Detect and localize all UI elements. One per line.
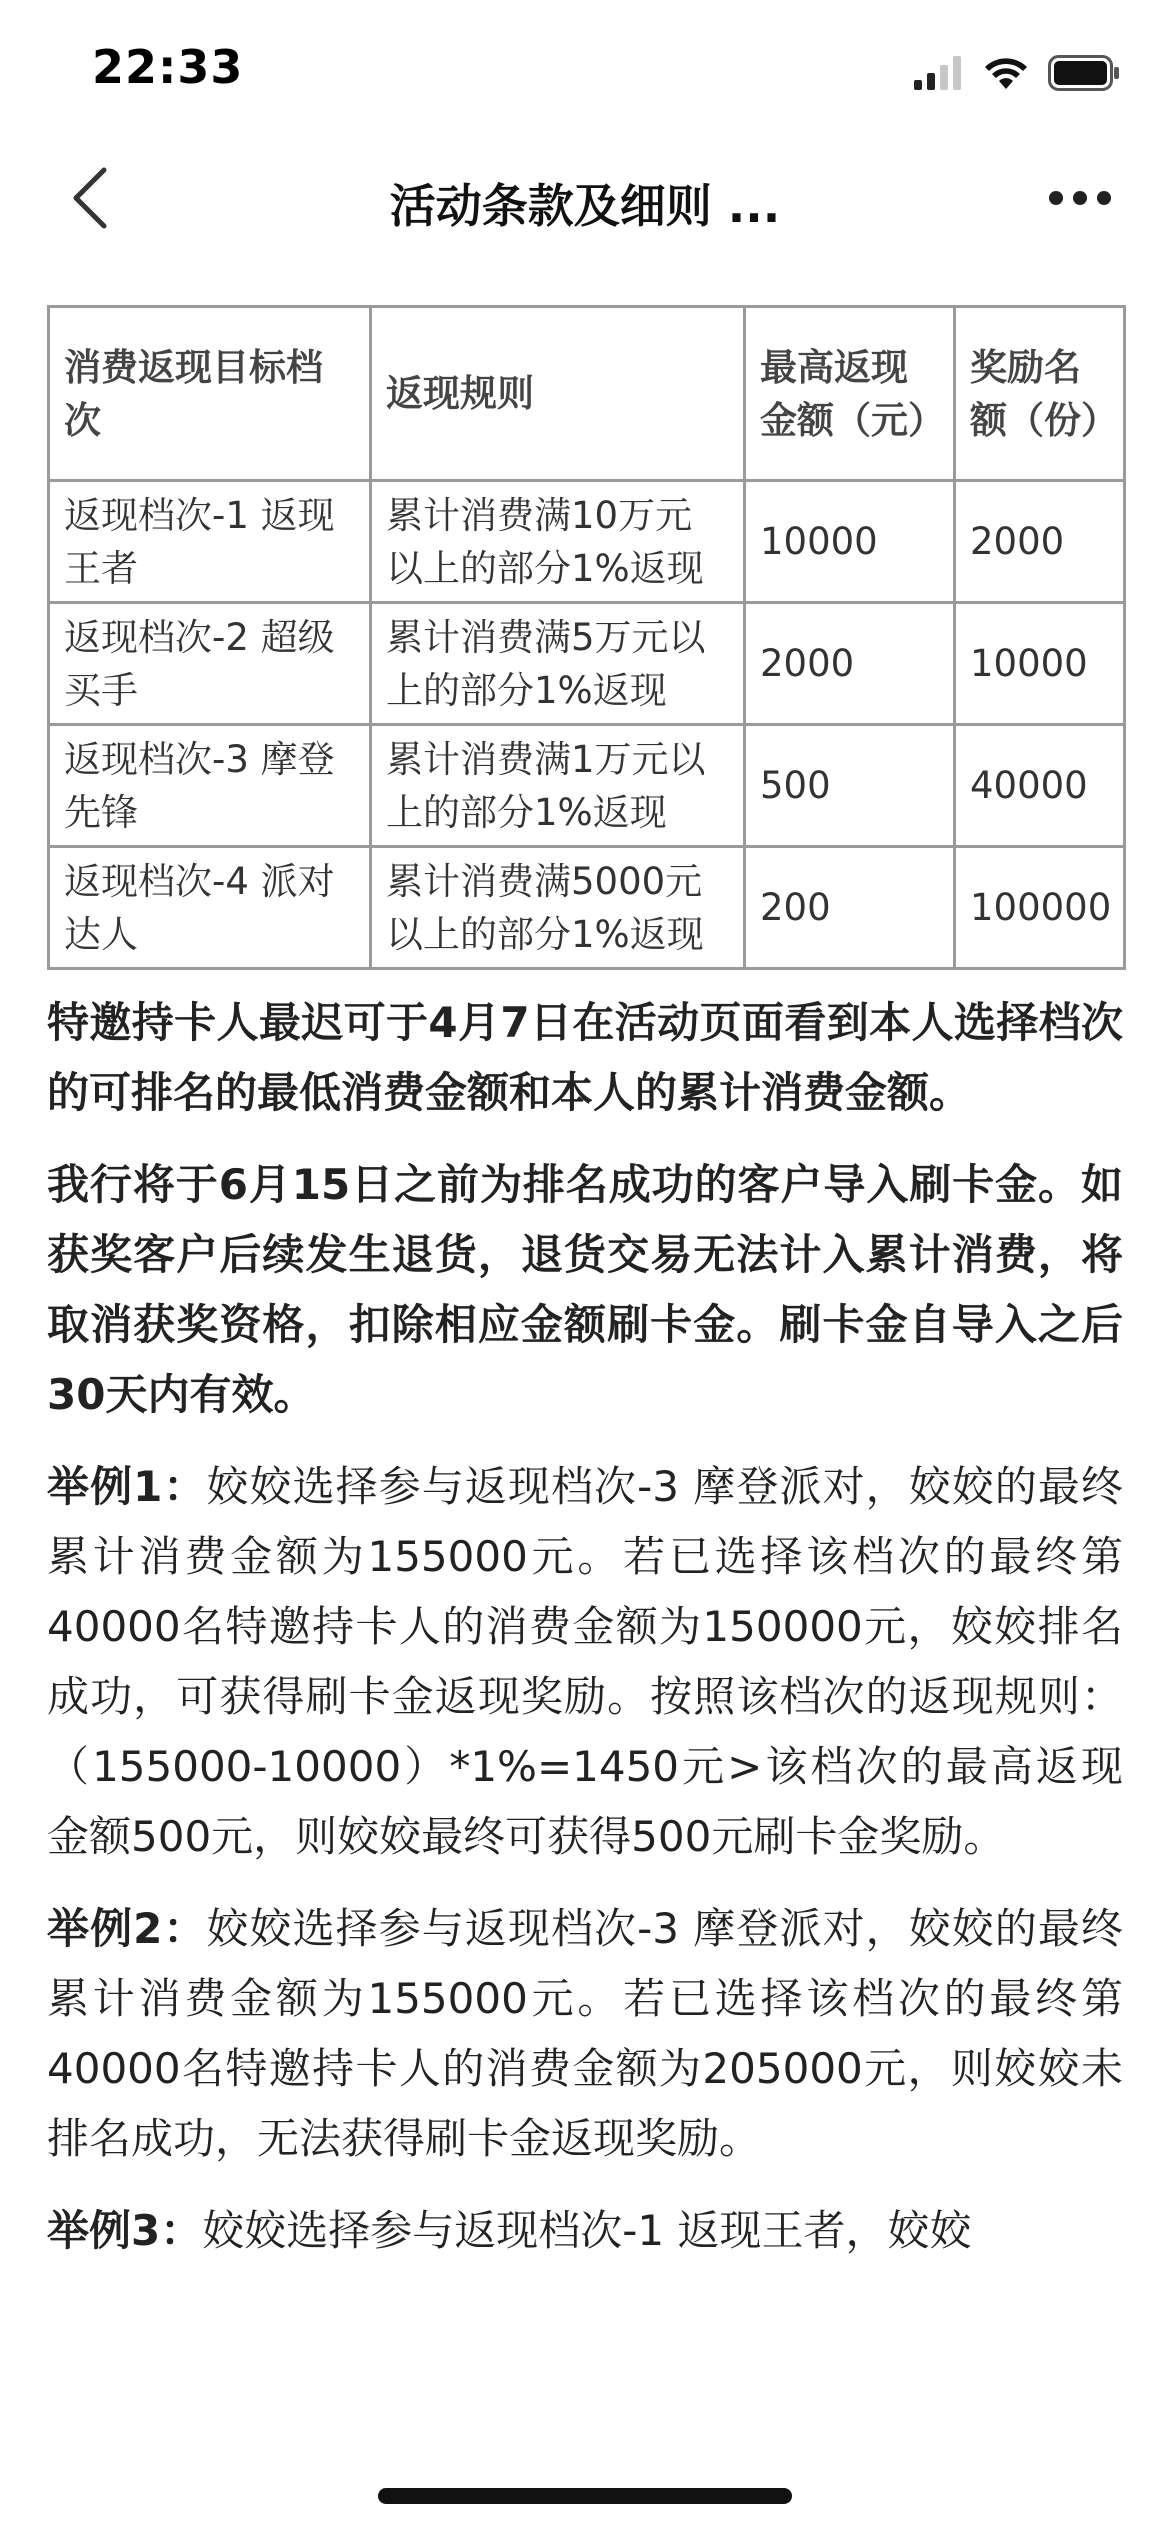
terms-content (47, 305, 1123, 2266)
table-cell: 500 (745, 725, 955, 847)
table-header-cell: 奖励名额（份） (955, 307, 1125, 481)
table-header-cell: 返现规则 (371, 307, 745, 481)
reward-import-paragraph: 我行将于6月15日之前为排名成功的客户导入刷卡金。如获奖客户后续发生退货，退货交易无法计入累计消费，将取消获奖资格，扣除相应金额刷卡金。刷卡金自导入之后30天内有效。 (47, 1160, 1123, 1419)
status-time: 22:33 (92, 40, 244, 94)
table-cell: 10000 (745, 481, 955, 603)
table-cell: 40000 (955, 725, 1125, 847)
table-header-row (49, 307, 1125, 481)
example-1-paragraph (47, 1452, 1123, 1872)
example-1-text: 姣姣选择参与返现档次-3 摩登派对，姣姣的最终累计消费金额为155000元。若已选择该档次的最终第40000名特邀持卡人的消费金额为150000元，姣姣排名成功，可获得刷卡金返现奖励。按照该档次的返现规则：（155000-10000）*1%=1450元>该档次的最高返现金额500元，则姣姣最终可获得500元刷卡金奖励。 (47, 1462, 1123, 1861)
status-bar (0, 0, 1170, 140)
ranking-notice-paragraph: 特邀持卡人最迟可于4月7日在活动页面看到本人选择档次的可排名的最低消费金额和本人的累计消费金额。 (47, 998, 1123, 1117)
example-3-text: 姣姣选择参与返现档次-1 返现王者，姣姣 (202, 2206, 972, 2255)
table-row (49, 603, 1125, 725)
status-icons (914, 55, 1120, 95)
table-header-cell: 最高返现金额（元） (745, 307, 955, 481)
table-cell: 累计消费满5万元以上的部分1%返现 (371, 603, 745, 725)
table-cell: 10000 (955, 603, 1125, 725)
example-2-text: 姣姣选择参与返现档次-3 摩登派对，姣姣的最终累计消费金额为155000元。若已选择该档次的最终第40000名特邀持卡人的消费金额为205000元，则姣姣未排名成功，无法获得刷卡金返现奖励。 (47, 1904, 1123, 2163)
chevron-left-icon (70, 166, 110, 234)
table-cell: 返现档次-4 派对达人 (49, 847, 371, 969)
rules-table (47, 305, 1126, 970)
example-1-label: 举例1： (47, 1462, 207, 1511)
table-row (49, 725, 1125, 847)
page-title: 活动条款及细则 ... (389, 179, 781, 233)
nav-bar (0, 140, 1170, 260)
table-cell: 2000 (745, 603, 955, 725)
table-cell: 累计消费满5000元以上的部分1%返现 (371, 847, 745, 969)
example-3-label: 举例3： (47, 2206, 203, 2255)
example-2-label: 举例2： (47, 1904, 207, 1953)
table-cell: 返现档次-1 返现王者 (49, 481, 371, 603)
signal-icon (914, 56, 964, 94)
example-3-paragraph (47, 2196, 1123, 2266)
table-cell: 累计消费满1万元以上的部分1%返现 (371, 725, 745, 847)
battery-icon (1048, 55, 1120, 95)
table-cell: 返现档次-2 超级买手 (49, 603, 371, 725)
table-row (49, 481, 1125, 603)
table-cell: 100000 (955, 847, 1125, 969)
more-button[interactable] (1030, 170, 1130, 230)
table-header-cell: 消费返现目标档次 (49, 307, 371, 481)
table-cell: 2000 (955, 481, 1125, 603)
back-button[interactable] (55, 162, 125, 238)
table-cell: 200 (745, 847, 955, 969)
home-indicator[interactable] (378, 2488, 792, 2504)
table-row (49, 847, 1125, 969)
wifi-icon (982, 55, 1030, 95)
more-dots-icon (1048, 190, 1112, 210)
table-cell: 累计消费满10万元以上的部分1%返现 (371, 481, 745, 603)
example-2-paragraph (47, 1894, 1123, 2174)
table-cell: 返现档次-3 摩登先锋 (49, 725, 371, 847)
